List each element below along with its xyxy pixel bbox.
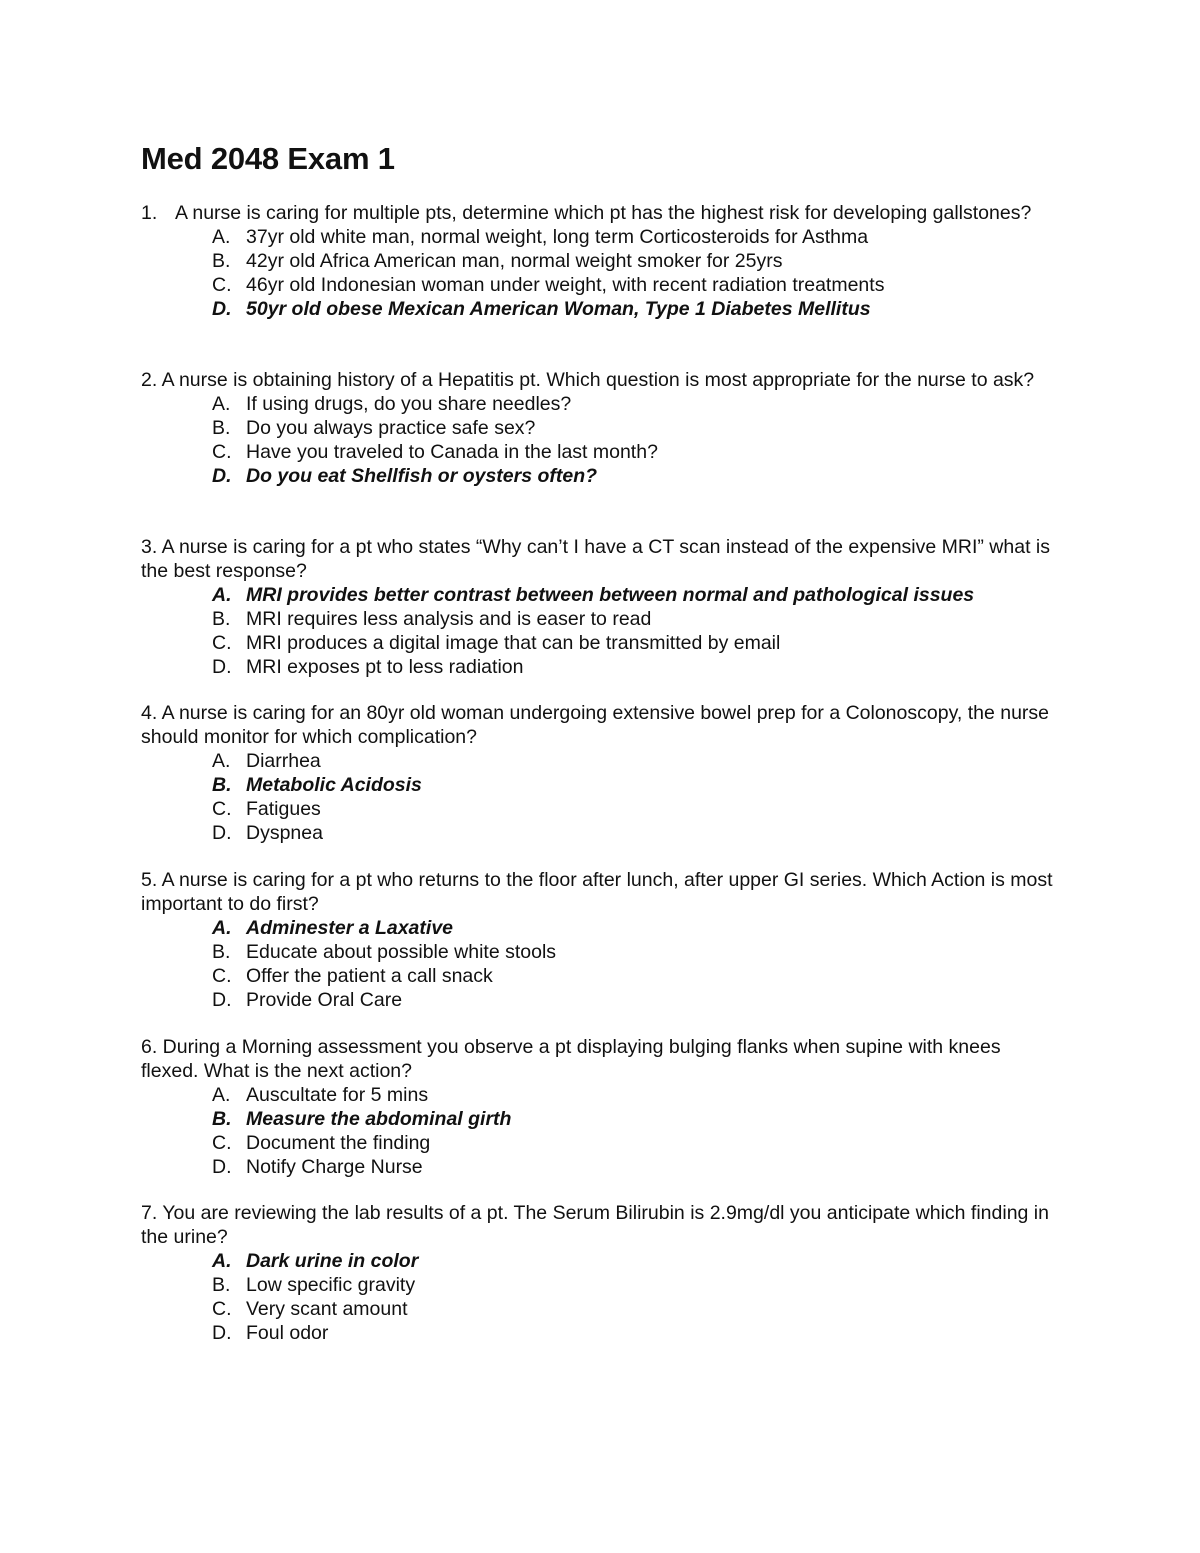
answer-options <box>141 916 1061 1012</box>
option-letter: D. <box>212 822 232 844</box>
answer-options <box>141 1083 1061 1179</box>
option-text: Offer the patient a call snack <box>246 965 493 987</box>
option-text: Adminester a Laxative <box>246 917 454 939</box>
question-2 <box>141 368 1061 488</box>
option-text: Educate about possible white stools <box>246 941 557 963</box>
option-text: Fatigues <box>246 798 321 820</box>
answer-options <box>141 392 1061 488</box>
option-text: MRI exposes pt to less radiation <box>246 656 524 678</box>
option-text: 46yr old Indonesian woman under weight, with recent radiation treatments <box>246 274 885 296</box>
option-letter: C. <box>212 441 232 463</box>
option-c <box>141 440 1061 464</box>
option-text: Document the finding <box>246 1132 431 1154</box>
option-text: MRI requires less analysis and is easer to read <box>246 608 652 630</box>
question-text: A nurse is caring for multiple pts, determine which pt has the highest risk for developing gallstones? <box>175 202 1032 224</box>
option-letter: A. <box>212 226 231 248</box>
option-text: Auscultate for 5 mins <box>246 1084 429 1106</box>
option-d <box>141 655 1061 679</box>
option-text: 37yr old white man, normal weight, long term Corticosteroids for Asthma <box>246 226 869 248</box>
option-b <box>141 607 1061 631</box>
option-text: 50yr old obese Mexican American Woman, Type 1 Diabetes Mellitus <box>246 298 871 320</box>
option-text: Do you always practice safe sex? <box>246 417 536 439</box>
question-text: 7. You are reviewing the lab results of a pt. The Serum Bilirubin is 2.9mg/dl you anticipate which finding in the urine? <box>141 1202 1049 1248</box>
option-letter: A. <box>212 1084 231 1106</box>
option-letter: C. <box>212 1298 232 1320</box>
question-stem <box>141 201 1061 225</box>
option-text: Measure the abdominal girth <box>246 1108 512 1130</box>
option-letter: C. <box>212 1132 232 1154</box>
option-text: MRI provides better contrast between between normal and pathological issues <box>246 584 975 606</box>
option-text: Foul odor <box>246 1322 329 1344</box>
option-a <box>141 225 1061 249</box>
question-text: 5. A nurse is caring for a pt who returns to the floor after lunch, after upper GI series. Which Action is most important to do first? <box>141 869 1053 915</box>
option-c <box>141 797 1061 821</box>
page-title: Med 2048 Exam 1 <box>141 141 395 176</box>
option-b <box>141 1273 1061 1297</box>
option-d <box>141 464 1061 488</box>
question-text: 4. A nurse is caring for an 80yr old woman undergoing extensive bowel prep for a Colonoscopy, the nurse should monitor for which complication? <box>141 702 1050 748</box>
option-text: Dyspnea <box>246 822 323 844</box>
answer-options <box>141 225 1061 321</box>
question-number: 1. <box>141 202 158 224</box>
option-letter: A. <box>212 1250 232 1272</box>
option-letter: C. <box>212 632 232 654</box>
question-text: 3. A nurse is caring for a pt who states “Why can’t I have a CT scan instead of the expensive MRI” what is the best response? <box>141 536 1050 582</box>
option-letter: D. <box>212 465 232 487</box>
option-c <box>141 964 1061 988</box>
option-text: If using drugs, do you share needles? <box>246 393 572 415</box>
option-letter: C. <box>212 274 232 296</box>
option-letter: A. <box>212 393 231 415</box>
option-d <box>141 988 1061 1012</box>
option-text: Do you eat Shellfish or oysters often? <box>246 465 598 487</box>
option-c <box>141 273 1061 297</box>
option-letter: B. <box>212 941 231 963</box>
question-6 <box>141 1035 1061 1179</box>
option-letter: B. <box>212 250 231 272</box>
answer-options <box>141 1249 1061 1345</box>
option-a <box>141 916 1061 940</box>
answer-options <box>141 583 1061 679</box>
option-d <box>141 297 1061 321</box>
option-text: MRI produces a digital image that can be transmitted by email <box>246 632 781 654</box>
option-text: Dark urine in color <box>246 1250 419 1272</box>
option-letter: B. <box>212 608 231 630</box>
option-text: Diarrhea <box>246 750 321 772</box>
option-letter: C. <box>212 798 232 820</box>
option-letter: A. <box>212 750 231 772</box>
option-a <box>141 749 1061 773</box>
option-text: Very scant amount <box>246 1298 408 1320</box>
option-letter: D. <box>212 1156 232 1178</box>
question-5 <box>141 868 1061 1012</box>
option-letter: C. <box>212 965 232 987</box>
option-b <box>141 1107 1061 1131</box>
option-text: Notify Charge Nurse <box>246 1156 423 1178</box>
option-c <box>141 631 1061 655</box>
option-letter: B. <box>212 1274 231 1296</box>
option-letter: D. <box>212 656 232 678</box>
option-text: Low specific gravity <box>246 1274 416 1296</box>
question-text: 6. During a Morning assessment you observe a pt displaying bulging flanks when supine with knees flexed. What is the next action? <box>141 1036 1001 1082</box>
option-b <box>141 416 1061 440</box>
option-text: 42yr old Africa American man, normal weight smoker for 25yrs <box>246 250 783 272</box>
option-letter: D. <box>212 989 232 1011</box>
option-letter: B. <box>212 417 231 439</box>
option-a <box>141 583 1061 607</box>
option-letter: D. <box>212 298 232 320</box>
question-1 <box>141 201 1061 321</box>
question-text: 2. A nurse is obtaining history of a Hepatitis pt. Which question is most appropriate for the nurse to ask? <box>141 369 1035 391</box>
question-7 <box>141 1201 1061 1345</box>
answer-options <box>141 749 1061 845</box>
option-letter: B. <box>212 1108 232 1130</box>
question-3 <box>141 535 1061 679</box>
option-a <box>141 1249 1061 1273</box>
option-b <box>141 940 1061 964</box>
option-b <box>141 249 1061 273</box>
option-letter: B. <box>212 774 232 796</box>
option-c <box>141 1131 1061 1155</box>
option-text: Metabolic Acidosis <box>246 774 422 796</box>
option-letter: A. <box>212 584 232 606</box>
question-4 <box>141 701 1061 845</box>
option-d <box>141 821 1061 845</box>
option-d <box>141 1155 1061 1179</box>
option-a <box>141 1083 1061 1107</box>
option-letter: A. <box>212 917 232 939</box>
option-b <box>141 773 1061 797</box>
option-c <box>141 1297 1061 1321</box>
option-text: Have you traveled to Canada in the last month? <box>246 441 658 463</box>
option-a <box>141 392 1061 416</box>
option-text: Provide Oral Care <box>246 989 403 1011</box>
option-letter: D. <box>212 1322 232 1344</box>
option-d <box>141 1321 1061 1345</box>
